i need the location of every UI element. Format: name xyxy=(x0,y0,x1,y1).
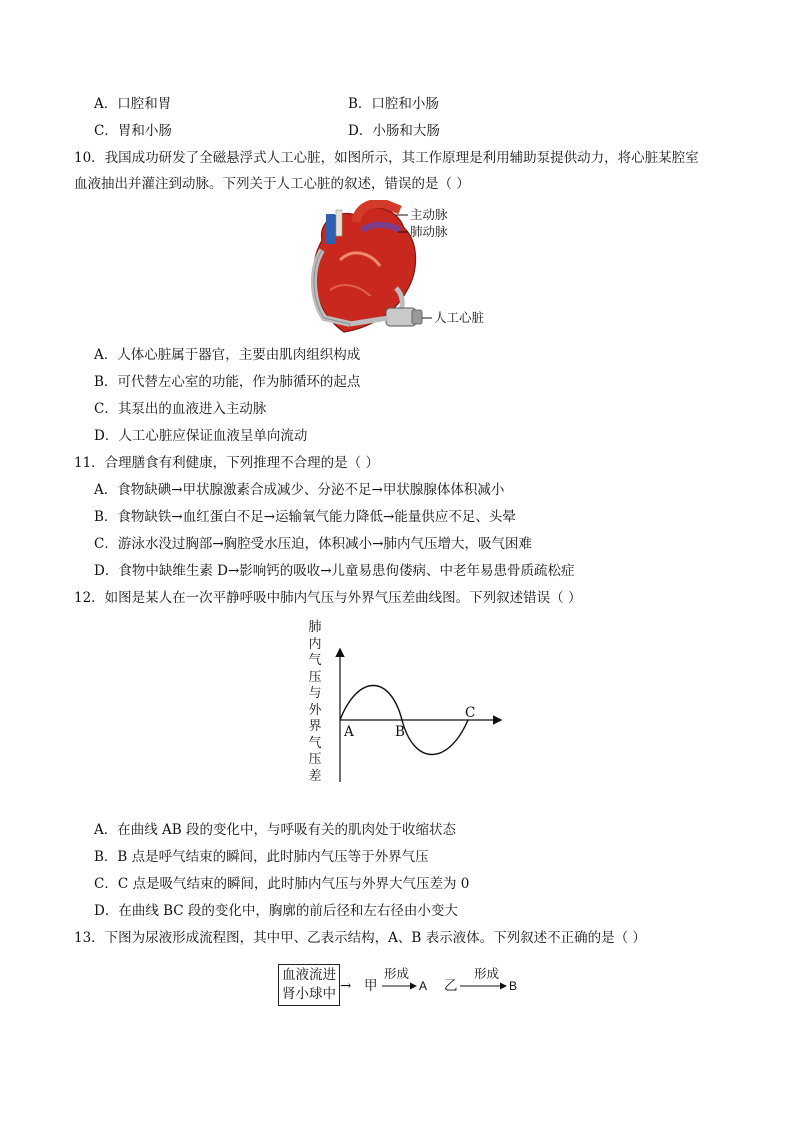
q13-stem: 13．下图为尿液形成流程图，其中甲、乙表示结构，A、B 表示液体。下列叙述不正确的是（ ） xyxy=(74,930,646,946)
flow-arrow-label-1: 形成 xyxy=(384,966,410,981)
q9-option-a: A．口腔和胃 xyxy=(94,96,172,112)
q9-option-b: B．口腔和小肠 xyxy=(348,96,439,112)
q10-option-a: A．人体心脏属于器官，主要由肌肉组织构成 xyxy=(94,347,361,363)
flow-node-jia: 甲 xyxy=(364,978,378,994)
q10-option-d: D．人工心脏应保证血液呈单向流动 xyxy=(94,428,308,444)
q11-option-d: D．食物中缺维生素 D→影响钙的吸收→儿童易患佝偻病、中老年易患骨质疏松症 xyxy=(94,563,575,579)
q12-stem: 12．如图是某人在一次平静呼吸中肺内气压与外界气压差曲线图。下列叙述错误（ ） xyxy=(74,590,582,606)
q11-option-a: A．食物缺碘→甲状腺激素合成减少、分泌不足→甲状腺腺体体积减小 xyxy=(94,482,505,498)
curve-plot xyxy=(306,620,516,795)
q10-stem-line1: 10．我国成功研发了全磁悬浮式人工心脏，如图所示，其工作原理是利用辅助泵提供动力，将心脏某腔室 xyxy=(74,150,699,166)
pressure-difference-chart xyxy=(306,620,516,795)
y-axis-label-char: 压 xyxy=(308,752,322,767)
flow-start-line1: 血液流进 xyxy=(282,967,336,983)
flow-node-yi: 乙 xyxy=(444,978,458,994)
label-aorta: 主动脉 xyxy=(410,207,448,222)
flow-node-b: B xyxy=(509,979,518,993)
y-axis-label-char: 差 xyxy=(308,768,322,784)
flow-start-box xyxy=(278,964,340,1006)
q11-stem: 11．合理膳食有利健康，下列推理不合理的是（ ） xyxy=(74,455,379,471)
flow-node-a: A xyxy=(419,979,428,993)
y-axis-label-char: 气 xyxy=(308,653,322,668)
point-b-label: B xyxy=(395,724,405,740)
q10-option-b: B．可代替左心室的功能，作为肺循环的起点 xyxy=(94,374,361,390)
y-axis-label-char: 肺 xyxy=(308,620,322,635)
flow-arrow-1: → xyxy=(340,978,352,994)
q12-option-a: A．在曲线 AB 段的变化中，与呼吸有关的肌肉处于收缩状态 xyxy=(94,822,457,838)
flow-start-line2: 肾小球中 xyxy=(282,986,336,1002)
artificial-heart-figure xyxy=(300,200,500,340)
label-pulmonary-artery: 肺动脉 xyxy=(410,224,448,239)
q9-option-d: D．小肠和大肠 xyxy=(348,123,440,139)
y-axis-label-char: 外 xyxy=(308,702,322,718)
urine-formation-flowchart xyxy=(278,962,538,1012)
q10-option-c: C．其泵出的血液进入主动脉 xyxy=(94,401,267,417)
y-axis-label-char: 气 xyxy=(308,735,322,751)
y-axis-label-char: 内 xyxy=(308,636,322,652)
y-axis-label-char: 界 xyxy=(308,719,322,734)
y-axis-label-char: 压 xyxy=(308,669,322,685)
q11-option-c: C．游泳水没过胸部→胸腔受水压迫，体积减小→肺内气压增大，吸气困难 xyxy=(94,536,532,552)
q12-option-c: C．C 点是吸气结束的瞬间，此时肺内气压与外界大气压差为 0 xyxy=(94,876,470,892)
q9-option-c: C．胃和小肠 xyxy=(94,123,172,139)
point-a-label: A xyxy=(344,724,354,740)
q10-stem-line2: 血液抽出并灌注到动脉。下列关于人工心脏的叙述，错误的是（ ） xyxy=(74,176,470,192)
q12-option-b: B．B 点是呼气结束的瞬间，此时肺内气压等于外界气压 xyxy=(94,849,429,865)
point-c-label: C xyxy=(465,705,476,721)
q12-option-d: D．在曲线 BC 段的变化中，胸廓的前后径和左右径由小变大 xyxy=(94,903,458,919)
label-artificial-heart: 人工心脏 xyxy=(434,310,485,325)
y-axis-label-char: 与 xyxy=(308,686,322,701)
flow-arrow-label-2: 形成 xyxy=(474,966,500,981)
q11-option-b: B．食物缺铁→血红蛋白不足→运输氧气能力降低→能量供应不足、头晕 xyxy=(94,509,516,525)
